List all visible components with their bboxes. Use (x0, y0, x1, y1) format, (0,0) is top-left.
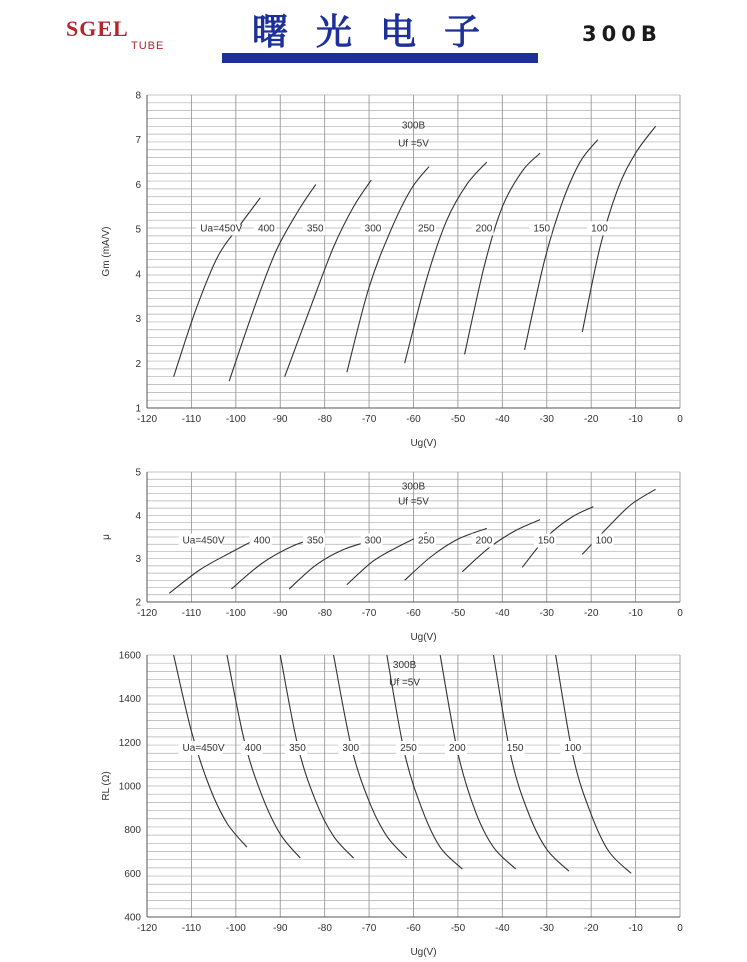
y-tick-label: 3 (135, 314, 141, 326)
y-tick-label: 7 (135, 135, 141, 147)
x-tick-label: -50 (450, 608, 466, 619)
x-tick-label: -40 (495, 414, 510, 425)
y-axis-label: Gm (mA/V) (101, 226, 112, 277)
y-axis-label: RL (Ω) (101, 771, 112, 801)
series-label: 300 (364, 535, 382, 547)
model-number: 300B (582, 22, 662, 46)
y-tick-label: 1600 (118, 650, 141, 662)
x-axis-label: Ug(V) (410, 632, 437, 643)
x-tick-label: -40 (495, 608, 510, 619)
y-tick-label: 1400 (118, 694, 141, 706)
y-tick-label: 8 (135, 90, 141, 102)
series-label: 400 (244, 743, 262, 755)
x-tick-label: -10 (628, 414, 643, 425)
series-label: Ua=450V (200, 223, 243, 235)
y-tick-label: 1000 (118, 781, 141, 793)
company-name: 曙光电子 (251, 12, 508, 53)
x-axis-label: Ug(V) (410, 947, 437, 958)
x-tick-label: -70 (361, 923, 377, 934)
y-tick-label: 400 (124, 912, 141, 924)
series-label: 300 (364, 223, 382, 235)
x-tick-label: -60 (406, 608, 421, 619)
y-tick-label: 2 (135, 358, 141, 370)
x-tick-label: -90 (273, 414, 288, 425)
series-label: 150 (537, 535, 555, 547)
series-curve (280, 655, 353, 858)
x-tick-label: -30 (539, 923, 554, 934)
x-tick-label: -30 (539, 414, 554, 425)
y-tick-label: 4 (135, 269, 141, 281)
y-tick-label: 3 (135, 554, 141, 566)
y-tick-label: 6 (135, 179, 141, 191)
y-axis-label: μ (101, 534, 112, 540)
series-label: 350 (306, 535, 324, 547)
x-tick-label: -10 (628, 923, 643, 934)
y-tick-label: 2 (135, 597, 141, 609)
x-tick-label: -20 (583, 608, 599, 619)
brand-logo-sub: TUBE (131, 40, 165, 52)
x-tick-label: -120 (136, 414, 158, 425)
chart-subtitle: Uf =5V (398, 496, 429, 508)
series-label: 350 (306, 223, 324, 235)
x-tick-label: -70 (361, 414, 377, 425)
series-label: 100 (595, 535, 613, 547)
series-curve (440, 655, 516, 869)
series-label: 150 (506, 743, 524, 755)
series-label: 400 (253, 535, 271, 547)
x-tick-label: 0 (677, 923, 683, 934)
x-tick-label: -20 (583, 923, 599, 934)
chart-subtitle: Uf =5V (389, 677, 421, 689)
y-tick-label: 4 (135, 510, 141, 522)
y-tick-label: 600 (124, 868, 141, 880)
x-tick-label: -60 (406, 414, 421, 425)
x-tick-label: -120 (136, 608, 158, 619)
x-tick-label: -110 (181, 414, 202, 425)
series-label: 150 (533, 223, 551, 235)
series-label: 200 (475, 223, 493, 235)
x-tick-label: -80 (317, 923, 332, 934)
series-label: 350 (289, 743, 306, 755)
y-tick-label: 5 (135, 224, 141, 236)
x-tick-label: -100 (225, 923, 246, 934)
x-tick-label: -50 (450, 923, 466, 934)
series-label: 300 (342, 743, 360, 755)
series-label: Ua=450V (182, 535, 225, 547)
x-tick-label: -120 (136, 923, 158, 934)
chart-title: 300B (392, 660, 417, 672)
series-label: 100 (591, 223, 608, 235)
series-label: 250 (417, 223, 435, 235)
series-label: 250 (400, 743, 417, 755)
x-tick-label: -90 (273, 608, 288, 619)
chart-title: 300B (401, 120, 426, 132)
x-tick-label: -100 (225, 608, 246, 619)
y-tick-label: 1 (135, 403, 141, 415)
x-tick-label: -80 (317, 414, 332, 425)
series-label: 100 (564, 743, 582, 755)
x-axis-label: Ug(V) (410, 438, 437, 449)
x-tick-label: 0 (677, 608, 683, 619)
x-tick-label: -100 (225, 414, 246, 425)
x-tick-label: -40 (495, 923, 510, 934)
series-curve (227, 655, 300, 858)
x-tick-label: -30 (539, 608, 554, 619)
series-label: 200 (449, 743, 466, 755)
y-tick-label: 800 (124, 825, 141, 837)
x-tick-label: 0 (677, 414, 683, 425)
series-label: Ua=450V (182, 743, 225, 755)
x-tick-label: -80 (317, 608, 332, 619)
brand-logo: SGEL (66, 16, 129, 41)
series-label: 400 (258, 223, 275, 235)
chart-subtitle: Uf =5V (398, 138, 429, 150)
chart-title: 300B (401, 481, 426, 493)
x-tick-label: -70 (361, 608, 377, 619)
x-tick-label: -110 (181, 608, 202, 619)
x-tick-label: -60 (406, 923, 421, 934)
x-tick-label: -110 (181, 923, 202, 934)
x-tick-label: -10 (628, 608, 643, 619)
y-tick-label: 1200 (118, 737, 141, 749)
series-label: 200 (475, 535, 493, 547)
x-tick-label: -50 (450, 414, 466, 425)
x-tick-label: -20 (583, 414, 599, 425)
series-label: 250 (417, 535, 435, 547)
x-tick-label: -90 (273, 923, 288, 934)
y-tick-label: 5 (135, 467, 141, 479)
